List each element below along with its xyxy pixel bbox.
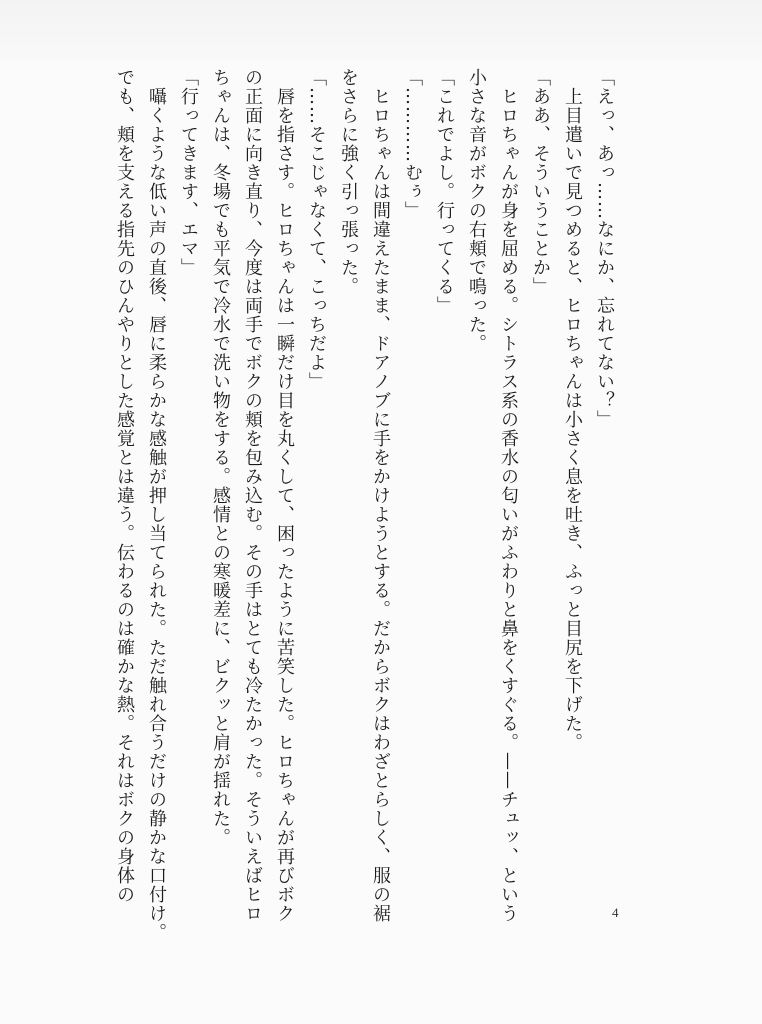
page-number: 4 [612, 905, 619, 920]
vertical-text-body [114, 68, 620, 942]
text-line-8: ヒロちゃんは間違えたまま、ドアノブに手をかけようとする。だからボクはわざとらしく、服の裾 [370, 68, 391, 923]
page-top-shade [0, 0, 762, 62]
text-line-9: をさらに強く引っ張った。 [338, 68, 359, 296]
text-line-11: 唇を指さす。ヒロちゃんは一瞬だけ目を丸くして、困ったように苦笑した。ヒロちゃんが再びボク [274, 68, 295, 923]
text-line-1: 「えっ、あっ……なにか、忘れてない？」 [594, 68, 615, 429]
text-line-13: ちゃんは、冬場でも平気で冷水で洗い物をする。感情との寒暖差に、ビクッと肩が揺れた。 [210, 68, 231, 847]
text-line-5: 小さな音がボクの右頬で鳴った。 [466, 68, 487, 353]
text-line-3: 「ああ、そういうことか」 [530, 68, 551, 296]
text-line-4: ヒロちゃんが身を屈める。シトラス系の香水の匂いがふわりと鼻をくすぐる。——チュッ、という [498, 68, 519, 923]
text-line-15: 囁くような低い声の直後、唇に柔らかな感触が押し当てられた。ただ触れ合うだけの静かな口付け。 [146, 68, 167, 942]
text-line-12: の正面に向き直り、今度は両手でボクの頬を包み込む。その手はとても冷たかった。そういえばヒロ [242, 68, 263, 923]
text-line-16: でも、頬を支える指先のひんやりとした感覚とは違う。伝わるのは確かな熱。それはボクの身体の [114, 68, 135, 904]
text-line-6: 「これでよし。行ってくる」 [434, 68, 455, 315]
text-line-2: 上目遣いで見つめると、ヒロちゃんは小さく息を吐き、ふっと目尻を下げた。 [562, 68, 583, 752]
text-line-7: 「…………むぅ」 [402, 68, 423, 220]
text-line-14: 「行ってきます、エマ」 [178, 68, 199, 277]
text-line-10: 「……そこじゃなくて、こっちだよ」 [306, 68, 327, 391]
